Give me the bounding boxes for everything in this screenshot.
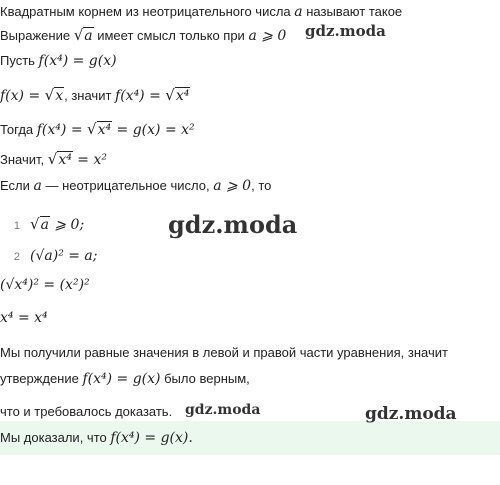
final-line: Мы доказали, что f(x⁴) = g(x). [0,430,193,446]
watermark-center: gdz.moda [168,210,298,239]
sqrt-a: √a [73,26,93,44]
function-def-line: f(x) = √x, значит f(x⁴) = √x⁴ [0,86,190,104]
definition-line: Квадратным корнем из неотрицательного числа a называют такое [0,4,403,20]
watermark-top: gdz.moda [305,22,386,40]
assume-line: Пусть f(x⁴) = g(x) [0,53,117,69]
domain-line: Выражение √a имеет смысл только при a ⩾ 0 [0,26,287,44]
property-item-2: 2 (√a)² = a; [13,248,98,264]
watermark-bottom-left: gdz.moda [185,402,261,418]
equation-result: x⁴ = x⁴ [0,310,48,326]
conclusion-line-2: утверждение f(x⁴) = g(x) было верным, [0,371,250,387]
qed-line: что и требовалось доказать. [0,404,173,419]
conclusion-line-1: Мы получили равные значения в левой и правой части уравнения, значит [0,345,448,360]
watermark-bottom-right: gdz.moda [365,404,457,424]
hence-line: Значит, √x⁴ = x² [0,150,107,168]
property-item-1: 1 √a ⩾ 0; [13,215,85,233]
if-line: Если a — неотрицательное число, a ⩾ 0, то [0,178,272,194]
then-line: Тогда f(x⁴) = √x⁴ = g(x) = x² [0,120,195,138]
equation-squares: (√x⁴)² = (x²)² [0,277,90,293]
